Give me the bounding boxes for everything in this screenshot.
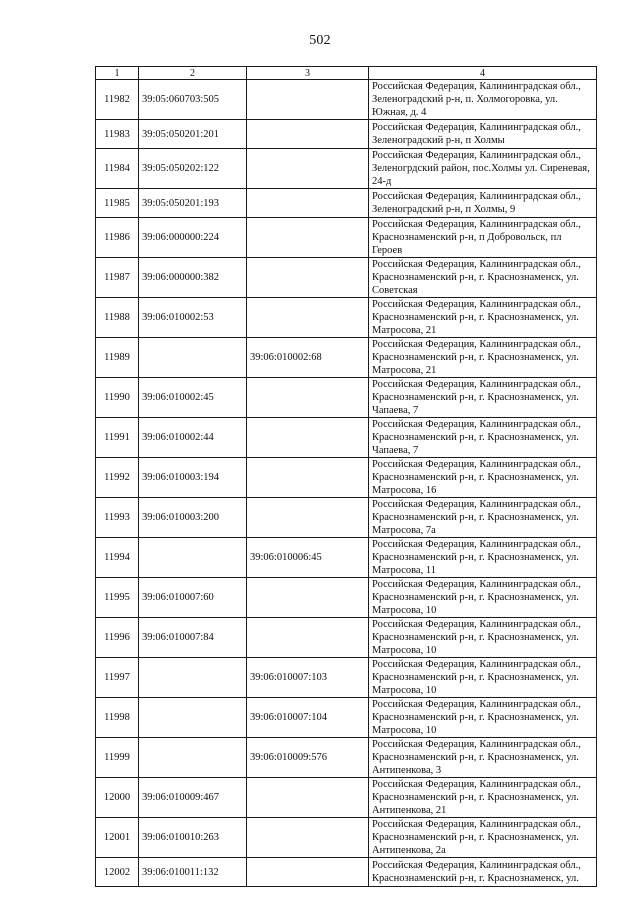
address: Российская Федерация, Калининградская обл., Краснознаменский р-н, г. Краснознаменск, ул. Антипенкова, 21 <box>369 778 597 818</box>
table-row <box>96 698 597 738</box>
cadastral-number: 39:06:010003:194 <box>139 458 247 498</box>
row-number: 11999 <box>96 738 139 778</box>
table-row <box>96 618 597 658</box>
cadastral-number: 39:06:010003:200 <box>139 498 247 538</box>
table-header-row <box>96 67 597 80</box>
registry-table <box>95 66 597 887</box>
table-row <box>96 149 597 189</box>
column-header-1: 1 <box>96 67 139 80</box>
table-row <box>96 418 597 458</box>
cadastral-number: 39:06:010002:44 <box>139 418 247 458</box>
row-number: 12001 <box>96 818 139 858</box>
page-number: 502 <box>309 33 331 48</box>
cadastral-number <box>139 698 247 738</box>
table-row <box>96 298 597 338</box>
row-number: 11982 <box>96 80 139 120</box>
address: Российская Федерация, Калининградская обл., Краснознаменский р-н, г. Краснознаменск, ул. Матросова, 10 <box>369 618 597 658</box>
related-cadastral-number <box>247 578 369 618</box>
address: Российская Федерация, Калининградская обл., Краснознаменский р-н, г. Краснознаменск, ул. Антипенкова, 3 <box>369 738 597 778</box>
table-row <box>96 578 597 618</box>
row-number: 11991 <box>96 418 139 458</box>
row-number: 12000 <box>96 778 139 818</box>
address: Российская Федерация, Калининградская обл., Краснознаменский р-н, г. Краснознаменск, ул. Матросова, 10 <box>369 578 597 618</box>
cadastral-number: 39:06:010011:132 <box>139 858 247 887</box>
related-cadastral-number: 39:06:010007:104 <box>247 698 369 738</box>
row-number: 11984 <box>96 149 139 189</box>
related-cadastral-number <box>247 618 369 658</box>
row-number: 11993 <box>96 498 139 538</box>
row-number: 11990 <box>96 378 139 418</box>
address: Российская Федерация, Калининградская обл., Краснознаменский р-н, г. Краснознаменск, ул. Матросова, 11 <box>369 538 597 578</box>
table-row <box>96 218 597 258</box>
table-row <box>96 258 597 298</box>
table-row <box>96 338 597 378</box>
address: Российская Федерация, Калининградская обл., Краснознаменский р-н, г. Краснознаменск, ул. Чапаева, 7 <box>369 378 597 418</box>
table-row <box>96 778 597 818</box>
related-cadastral-number <box>247 458 369 498</box>
related-cadastral-number <box>247 298 369 338</box>
table-row <box>96 498 597 538</box>
cadastral-number: 39:06:010002:53 <box>139 298 247 338</box>
row-number: 11983 <box>96 120 139 149</box>
related-cadastral-number <box>247 418 369 458</box>
related-cadastral-number <box>247 378 369 418</box>
table-row <box>96 80 597 120</box>
cadastral-number: 39:05:050201:201 <box>139 120 247 149</box>
table-row <box>96 189 597 218</box>
row-number: 11985 <box>96 189 139 218</box>
related-cadastral-number <box>247 498 369 538</box>
cadastral-number: 39:06:010007:60 <box>139 578 247 618</box>
address: Российская Федерация, Калининградская обл., Зеленоградский р-н, п Холмы, 9 <box>369 189 597 218</box>
address: Российская Федерация, Калининградская обл., Краснознаменский р-н, г. Краснознаменск, ул. Чапаева, 7 <box>369 418 597 458</box>
related-cadastral-number <box>247 258 369 298</box>
column-header-4: 4 <box>369 67 597 80</box>
row-number: 11986 <box>96 218 139 258</box>
cadastral-number <box>139 338 247 378</box>
address: Российская Федерация, Калининградская обл., Краснознаменский р-н, г. Краснознаменск, ул. Матросова, 10 <box>369 658 597 698</box>
cadastral-number <box>139 538 247 578</box>
cadastral-number: 39:06:010010:263 <box>139 818 247 858</box>
row-number: 11988 <box>96 298 139 338</box>
cadastral-number: 39:06:000000:382 <box>139 258 247 298</box>
table-row <box>96 378 597 418</box>
table-row <box>96 658 597 698</box>
cadastral-number: 39:05:050202:122 <box>139 149 247 189</box>
cadastral-number <box>139 738 247 778</box>
address: Российская Федерация, Калининградская обл., Зеленогрдский район, пос.Холмы ул. Сиреневая, 24-д <box>369 149 597 189</box>
cadastral-number: 39:06:010007:84 <box>139 618 247 658</box>
related-cadastral-number: 39:06:010006:45 <box>247 538 369 578</box>
table-row <box>96 458 597 498</box>
column-header-3: 3 <box>247 67 369 80</box>
table-row <box>96 120 597 149</box>
row-number: 11994 <box>96 538 139 578</box>
row-number: 11995 <box>96 578 139 618</box>
address: Российская Федерация, Калининградская обл., Краснознаменский р-н, г. Краснознаменск, ул. Советская <box>369 258 597 298</box>
row-number: 11992 <box>96 458 139 498</box>
address: Российская Федерация, Калининградская обл., Зеленоградский р-н, п. Холмогоровка, ул. Южная, д. 4 <box>369 80 597 120</box>
related-cadastral-number: 39:06:010002:68 <box>247 338 369 378</box>
row-number: 12002 <box>96 858 139 887</box>
related-cadastral-number <box>247 218 369 258</box>
related-cadastral-number <box>247 189 369 218</box>
table-row <box>96 538 597 578</box>
cadastral-number <box>139 658 247 698</box>
address: Российская Федерация, Калининградская обл., Краснознаменский р-н, г. Краснознаменск, ул. Матросова, 21 <box>369 338 597 378</box>
related-cadastral-number <box>247 80 369 120</box>
related-cadastral-number <box>247 778 369 818</box>
cadastral-number: 39:05:050201:193 <box>139 189 247 218</box>
row-number: 11987 <box>96 258 139 298</box>
related-cadastral-number <box>247 818 369 858</box>
address: Российская Федерация, Калининградская обл., Зеленоградский р-н, п Холмы <box>369 120 597 149</box>
column-header-2: 2 <box>139 67 247 80</box>
address: Российская Федерация, Калининградская обл., Краснознаменский р-н, г. Краснознаменск, ул. Матросова, 16 <box>369 458 597 498</box>
row-number: 11996 <box>96 618 139 658</box>
table-row <box>96 818 597 858</box>
row-number: 11989 <box>96 338 139 378</box>
address: Российская Федерация, Калининградская обл., Краснознаменский р-н, г. Краснознаменск, ул. Матросова, 21 <box>369 298 597 338</box>
cadastral-number: 39:06:000000:224 <box>139 218 247 258</box>
related-cadastral-number <box>247 149 369 189</box>
related-cadastral-number: 39:06:010007:103 <box>247 658 369 698</box>
table-row <box>96 858 597 887</box>
row-number: 11998 <box>96 698 139 738</box>
row-number: 11997 <box>96 658 139 698</box>
address: Российская Федерация, Калининградская обл., Краснознаменский р-н, п Добровольск, пл Героев <box>369 218 597 258</box>
table-row <box>96 738 597 778</box>
related-cadastral-number <box>247 858 369 887</box>
address: Российская Федерация, Калининградская обл., Краснознаменский р-н, г. Краснознаменск, ул. Антипенкова, 2а <box>369 818 597 858</box>
address: Российская Федерация, Калининградская обл., Краснознаменский р-н, г. Краснознаменск, ул. Матросова, 7а <box>369 498 597 538</box>
address: Российская Федерация, Калининградская обл., Краснознаменский р-н, г. Краснознаменск, ул. Матросова, 10 <box>369 698 597 738</box>
related-cadastral-number <box>247 120 369 149</box>
related-cadastral-number: 39:06:010009:576 <box>247 738 369 778</box>
cadastral-number: 39:06:010002:45 <box>139 378 247 418</box>
cadastral-number: 39:06:010009:467 <box>139 778 247 818</box>
address: Российская Федерация, Калининградская обл., Краснознаменский р-н, г. Краснознаменск, ул. <box>369 858 597 887</box>
cadastral-number: 39:05:060703:505 <box>139 80 247 120</box>
